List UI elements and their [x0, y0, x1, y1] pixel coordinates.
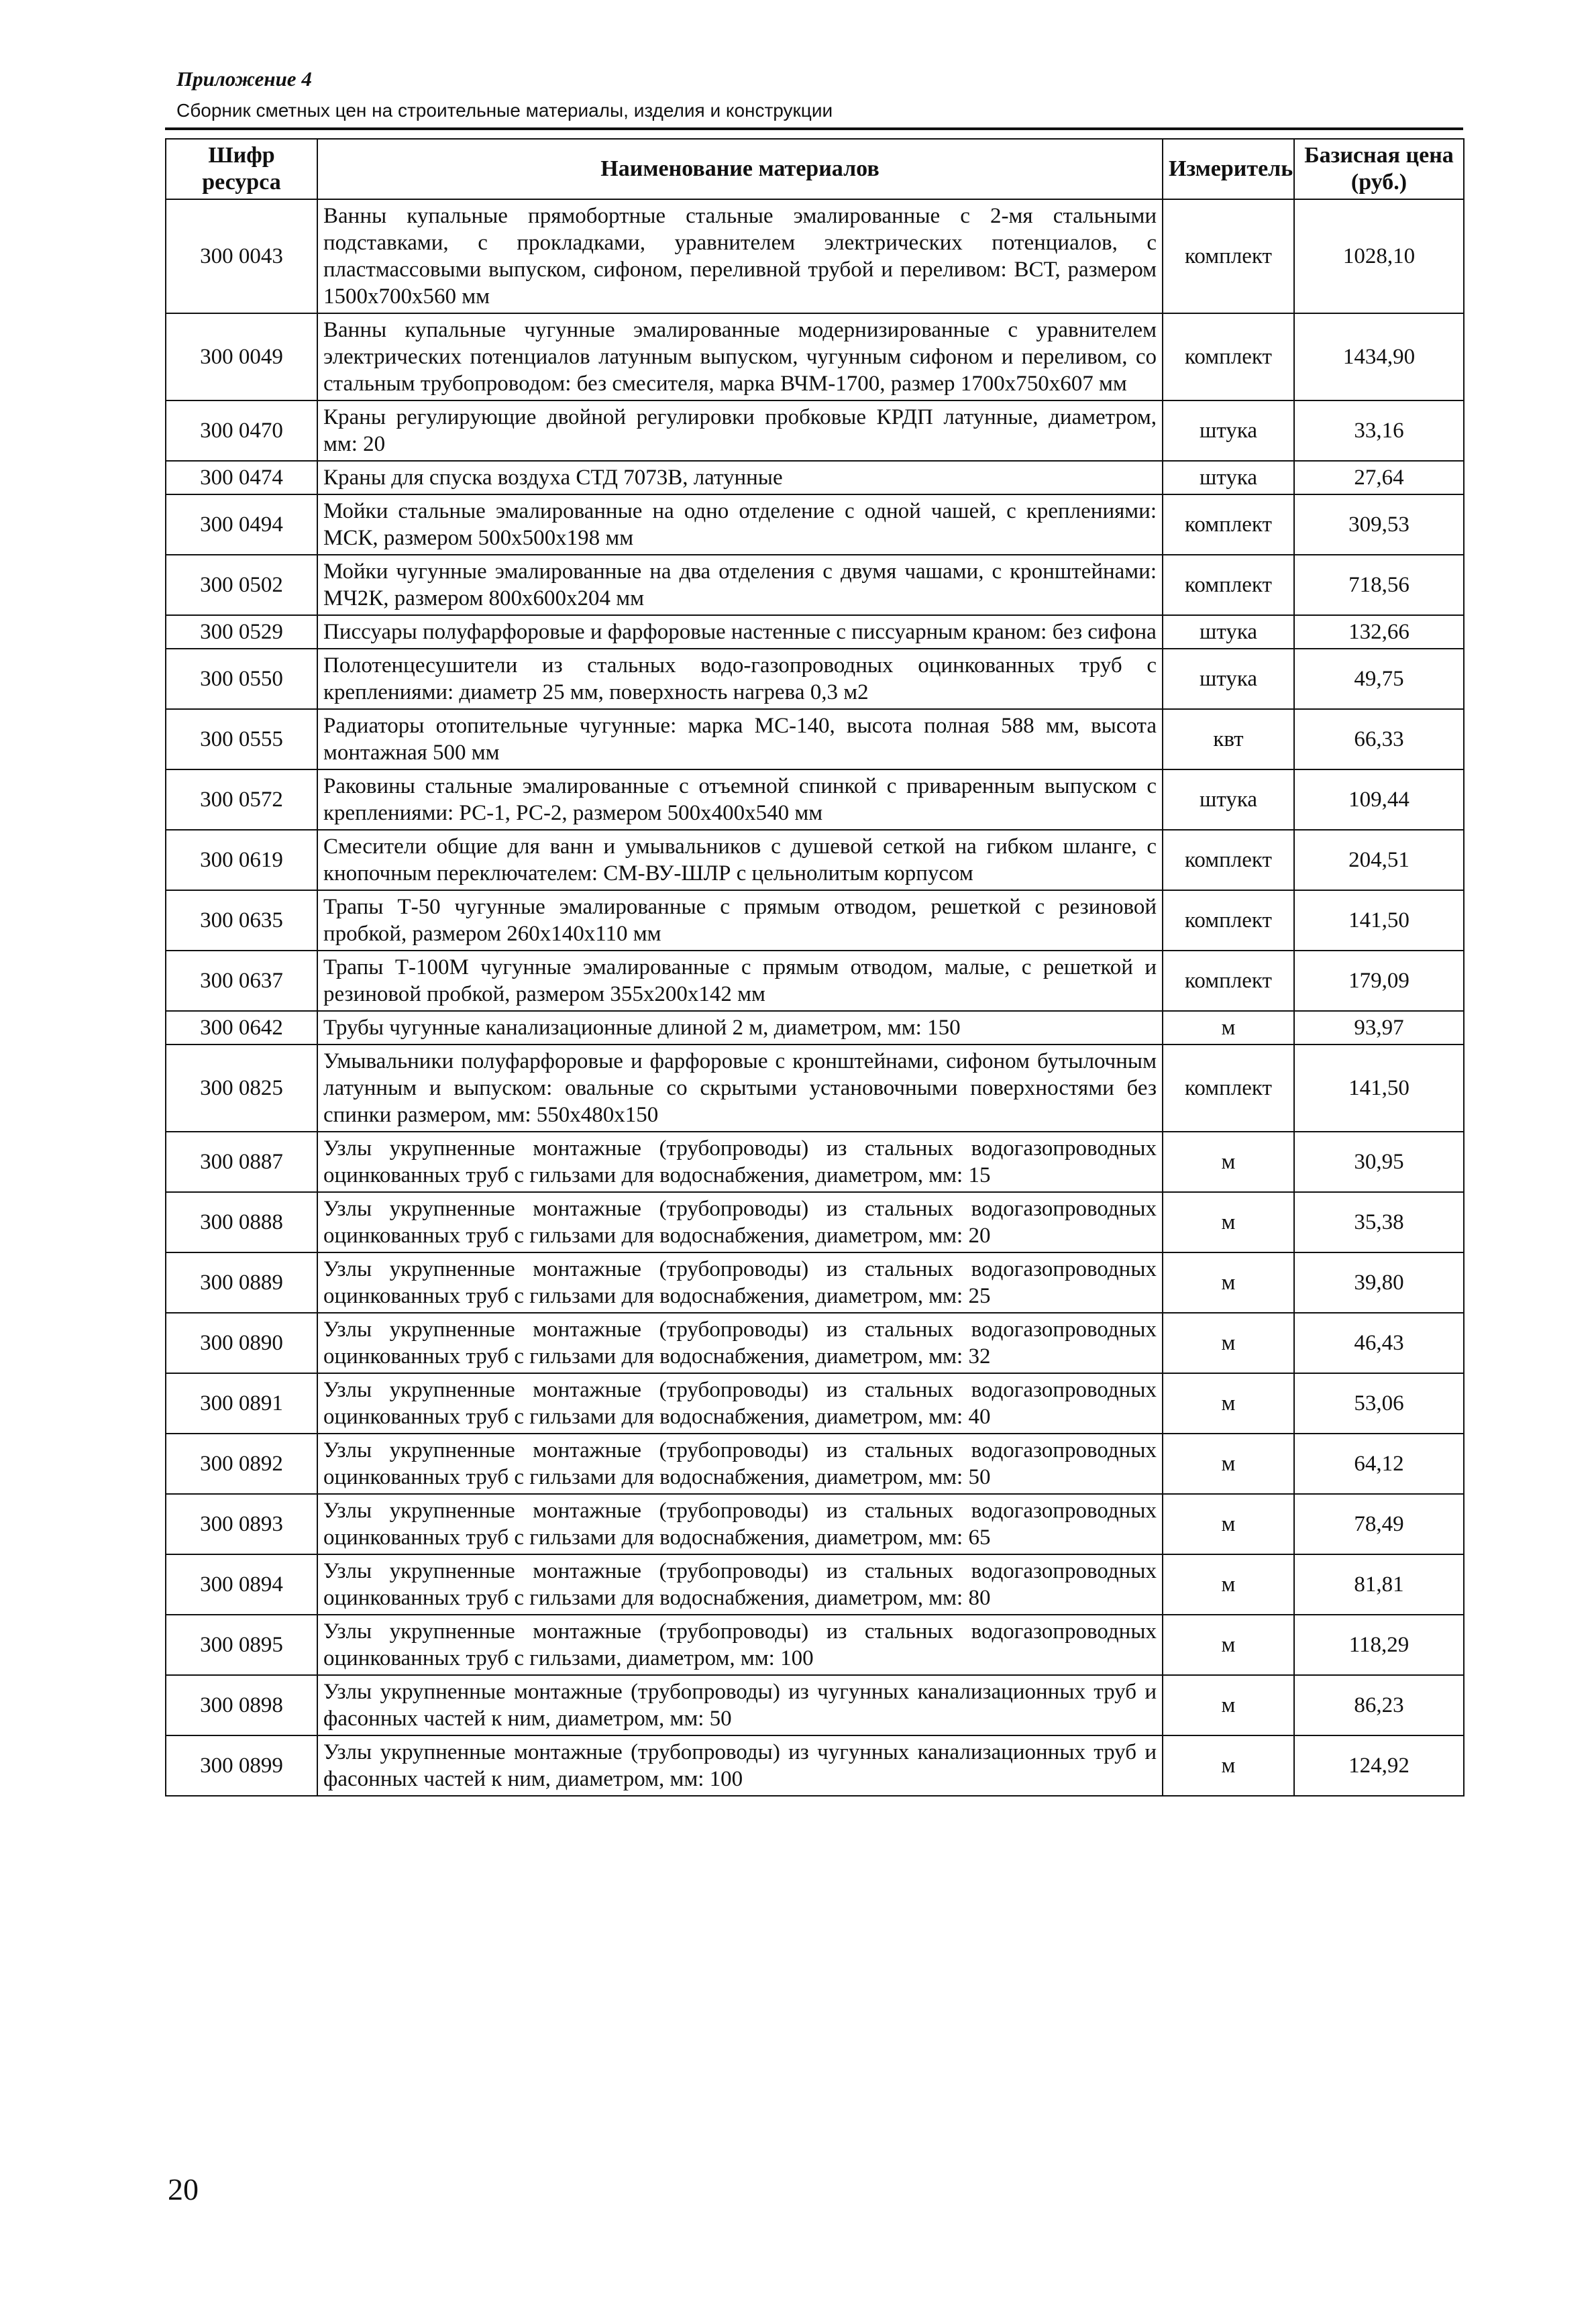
table-row [166, 461, 1464, 494]
appendix-title: Приложение 4 [176, 67, 312, 91]
material-name-cell: Краны регулирующие двойной регулировки пробковые КРДП латунные, диаметром, мм: 20 [317, 400, 1163, 461]
base-price-cell: 132,66 [1294, 615, 1464, 649]
resource-code-cell: 300 0494 [166, 494, 317, 555]
unit-cell: комплект [1163, 313, 1294, 400]
table-row [166, 709, 1464, 769]
base-price-cell: 81,81 [1294, 1554, 1464, 1615]
unit-cell: м [1163, 1675, 1294, 1735]
material-name-cell: Узлы укрупненные монтажные (трубопроводы) из стальных водогазопроводных оцинкованных труб с гильзами для водоснабжения, диаметром, мм: 50 [317, 1434, 1163, 1494]
base-price-cell: 141,50 [1294, 1044, 1464, 1132]
material-name-cell: Полотенцесушители из стальных водо-газопроводных оцинкованных труб с креплениями: диаметр 25 мм, поверхность нагрева 0,3 м2 [317, 649, 1163, 709]
unit-cell: м [1163, 1252, 1294, 1313]
material-name-cell: Узлы укрупненные монтажные (трубопроводы) из стальных водогазопроводных оцинкованных труб с гильзами для водоснабжения, диаметром, мм: 15 [317, 1132, 1163, 1192]
base-price-cell: 53,06 [1294, 1373, 1464, 1434]
resource-code-cell: 300 0637 [166, 951, 317, 1011]
base-price-cell: 39,80 [1294, 1252, 1464, 1313]
unit-cell: м [1163, 1434, 1294, 1494]
resource-code-cell: 300 0887 [166, 1132, 317, 1192]
base-price-cell: 718,56 [1294, 555, 1464, 615]
resource-code-cell: 300 0529 [166, 615, 317, 649]
table-row [166, 649, 1464, 709]
header-divider [165, 127, 1463, 130]
table-row [166, 555, 1464, 615]
base-price-cell: 124,92 [1294, 1735, 1464, 1796]
base-price-cell: 93,97 [1294, 1011, 1464, 1044]
resource-code-cell: 300 0825 [166, 1044, 317, 1132]
base-price-cell: 204,51 [1294, 830, 1464, 890]
resource-code-cell: 300 0502 [166, 555, 317, 615]
unit-cell: м [1163, 1313, 1294, 1373]
table-row [166, 1615, 1464, 1675]
resource-code-cell: 300 0888 [166, 1192, 317, 1252]
unit-cell: м [1163, 1373, 1294, 1434]
unit-cell: штука [1163, 461, 1294, 494]
table-body [166, 199, 1464, 1796]
material-name-cell: Узлы укрупненные монтажные (трубопроводы) из стальных водогазопроводных оцинкованных труб с гильзами для водоснабжения, диаметром, мм: 40 [317, 1373, 1163, 1434]
table-row [166, 1011, 1464, 1044]
material-name-cell: Ванны купальные чугунные эмалированные модернизированные с уравнителем электрических потенциалов латунным выпуском, чугунным сифоном и переливом, со стальным трубопроводом: без смесителя, марка ВЧМ-1700, размер 1700х750х607 мм [317, 313, 1163, 400]
material-name-cell: Узлы укрупненные монтажные (трубопроводы) из чугунных канализационных труб и фасонных частей к ним, диаметром, мм: 50 [317, 1675, 1163, 1735]
material-name-cell: Узлы укрупненные монтажные (трубопроводы) из стальных водогазопроводных оцинкованных труб с гильзами, диаметром, мм: 100 [317, 1615, 1163, 1675]
table-row [166, 830, 1464, 890]
resource-code-cell: 300 0889 [166, 1252, 317, 1313]
page-number: 20 [168, 2172, 199, 2206]
unit-cell: м [1163, 1011, 1294, 1044]
unit-cell: комплект [1163, 890, 1294, 951]
table-row [166, 1373, 1464, 1434]
material-name-cell: Узлы укрупненные монтажные (трубопроводы) из стальных водогазопроводных оцинкованных труб с гильзами для водоснабжения, диаметром, мм: 32 [317, 1313, 1163, 1373]
base-price-cell: 66,33 [1294, 709, 1464, 769]
resource-code-cell: 300 0899 [166, 1735, 317, 1796]
material-name-cell: Узлы укрупненные монтажные (трубопроводы) из стальных водогазопроводных оцинкованных труб с гильзами для водоснабжения, диаметром, мм: 25 [317, 1252, 1163, 1313]
table-row [166, 494, 1464, 555]
table-row [166, 769, 1464, 830]
material-name-cell: Радиаторы отопительные чугунные: марка МС-140, высота полная 588 мм, высота монтажная 500 мм [317, 709, 1163, 769]
table-row [166, 1554, 1464, 1615]
resource-code-cell: 300 0043 [166, 199, 317, 313]
base-price-cell: 86,23 [1294, 1675, 1464, 1735]
base-price-cell: 1434,90 [1294, 313, 1464, 400]
resource-code-cell: 300 0550 [166, 649, 317, 709]
unit-cell: комплект [1163, 494, 1294, 555]
material-name-cell: Мойки чугунные эмалированные на два отделения с двумя чашами, с кронштейнами: МЧ2К, размером 800х600х204 мм [317, 555, 1163, 615]
resource-code-cell: 300 0895 [166, 1615, 317, 1675]
material-name-cell: Узлы укрупненные монтажные (трубопроводы) из чугунных канализационных труб и фасонных частей к ним, диаметром, мм: 100 [317, 1735, 1163, 1796]
material-name-cell: Смесители общие для ванн и умывальников с душевой сеткой на гибком шланге, с кнопочным переключателем: СМ-ВУ-ШЛР с цельнолитым корпусом [317, 830, 1163, 890]
base-price-cell: 141,50 [1294, 890, 1464, 951]
base-price-cell: 118,29 [1294, 1615, 1464, 1675]
material-name-cell: Краны для спуска воздуха СТД 7073В, латунные [317, 461, 1163, 494]
base-price-cell: 109,44 [1294, 769, 1464, 830]
resource-code-cell: 300 0890 [166, 1313, 317, 1373]
material-name-cell: Раковины стальные эмалированные с отъемной спинкой с приваренным выпуском с креплениями: РС-1, РС-2, размером 500х400х540 мм [317, 769, 1163, 830]
material-name-cell: Трубы чугунные канализационные длиной 2 м, диаметром, мм: 150 [317, 1011, 1163, 1044]
table-row [166, 1735, 1464, 1796]
base-price-cell: 30,95 [1294, 1132, 1464, 1192]
resource-code-cell: 300 0891 [166, 1373, 317, 1434]
base-price-cell: 33,16 [1294, 400, 1464, 461]
column-header-unit: Измеритель [1163, 139, 1294, 199]
table-row [166, 1494, 1464, 1554]
unit-cell: комплект [1163, 1044, 1294, 1132]
base-price-cell: 46,43 [1294, 1313, 1464, 1373]
table-row [166, 615, 1464, 649]
table-header-row [166, 139, 1464, 199]
unit-cell: м [1163, 1615, 1294, 1675]
table-row [166, 890, 1464, 951]
resource-code-cell: 300 0470 [166, 400, 317, 461]
table-row [166, 1192, 1464, 1252]
material-name-cell: Умывальники полуфарфоровые и фарфоровые с кронштейнами, сифоном бутылочным латунным и выпуском: овальные со скрытыми установочными поверхностями без спинки размером, мм: 550х480х150 [317, 1044, 1163, 1132]
material-name-cell: Писсуары полуфарфоровые и фарфоровые настенные с писсуарным краном: без сифона [317, 615, 1163, 649]
unit-cell: м [1163, 1554, 1294, 1615]
base-price-cell: 78,49 [1294, 1494, 1464, 1554]
material-name-cell: Трапы Т-100М чугунные эмалированные с прямым отводом, малые, с решеткой и резиновой пробкой, размером 355х200х142 мм [317, 951, 1163, 1011]
column-header-price: Базисная цена (руб.) [1294, 139, 1464, 199]
base-price-cell: 27,64 [1294, 461, 1464, 494]
base-price-cell: 35,38 [1294, 1192, 1464, 1252]
material-name-cell: Мойки стальные эмалированные на одно отделение с одной чашей, с креплениями: МСК, размером 500х500х198 мм [317, 494, 1163, 555]
column-header-name: Наименование материалов [317, 139, 1163, 199]
collection-subtitle: Сборник сметных цен на строительные материалы, изделия и конструкции [176, 100, 833, 121]
price-table [165, 138, 1465, 1797]
table-row [166, 951, 1464, 1011]
resource-code-cell: 300 0572 [166, 769, 317, 830]
resource-code-cell: 300 0049 [166, 313, 317, 400]
table-row [166, 313, 1464, 400]
unit-cell: квт [1163, 709, 1294, 769]
unit-cell: м [1163, 1192, 1294, 1252]
resource-code-cell: 300 0898 [166, 1675, 317, 1735]
resource-code-cell: 300 0474 [166, 461, 317, 494]
unit-cell: штука [1163, 615, 1294, 649]
unit-cell: м [1163, 1494, 1294, 1554]
resource-code-cell: 300 0555 [166, 709, 317, 769]
base-price-cell: 49,75 [1294, 649, 1464, 709]
table-row [166, 1434, 1464, 1494]
base-price-cell: 1028,10 [1294, 199, 1464, 313]
material-name-cell: Ванны купальные прямобортные стальные эмалированные с 2-мя стальными подставками, с прокладками, уравнителем электрических потенциалов, с пластмассовыми выпуском, сифоном, переливной трубой и переливом: ВСТ, размером 1500х700х560 мм [317, 199, 1163, 313]
resource-code-cell: 300 0892 [166, 1434, 317, 1494]
table-row [166, 1044, 1464, 1132]
unit-cell: штука [1163, 400, 1294, 461]
table-row [166, 1675, 1464, 1735]
table-row [166, 400, 1464, 461]
base-price-cell: 309,53 [1294, 494, 1464, 555]
table-row [166, 199, 1464, 313]
resource-code-cell: 300 0893 [166, 1494, 317, 1554]
material-name-cell: Узлы укрупненные монтажные (трубопроводы) из стальных водогазопроводных оцинкованных труб с гильзами для водоснабжения, диаметром, мм: 65 [317, 1494, 1163, 1554]
material-name-cell: Узлы укрупненные монтажные (трубопроводы) из стальных водогазопроводных оцинкованных труб с гильзами для водоснабжения, диаметром, мм: 20 [317, 1192, 1163, 1252]
material-name-cell: Узлы укрупненные монтажные (трубопроводы) из стальных водогазопроводных оцинкованных труб с гильзами для водоснабжения, диаметром, мм: 80 [317, 1554, 1163, 1615]
unit-cell: м [1163, 1132, 1294, 1192]
table-row [166, 1313, 1464, 1373]
unit-cell: м [1163, 1735, 1294, 1796]
unit-cell: комплект [1163, 830, 1294, 890]
unit-cell: комплект [1163, 951, 1294, 1011]
resource-code-cell: 300 0619 [166, 830, 317, 890]
unit-cell: штука [1163, 769, 1294, 830]
material-name-cell: Трапы Т-50 чугунные эмалированные с прямым отводом, решеткой с резиновой пробкой, размером 260х140х110 мм [317, 890, 1163, 951]
column-header-code: Шифр ресурса [166, 139, 317, 199]
base-price-cell: 179,09 [1294, 951, 1464, 1011]
resource-code-cell: 300 0642 [166, 1011, 317, 1044]
resource-code-cell: 300 0894 [166, 1554, 317, 1615]
unit-cell: штука [1163, 649, 1294, 709]
table-row [166, 1132, 1464, 1192]
unit-cell: комплект [1163, 199, 1294, 313]
table-row [166, 1252, 1464, 1313]
base-price-cell: 64,12 [1294, 1434, 1464, 1494]
resource-code-cell: 300 0635 [166, 890, 317, 951]
unit-cell: комплект [1163, 555, 1294, 615]
